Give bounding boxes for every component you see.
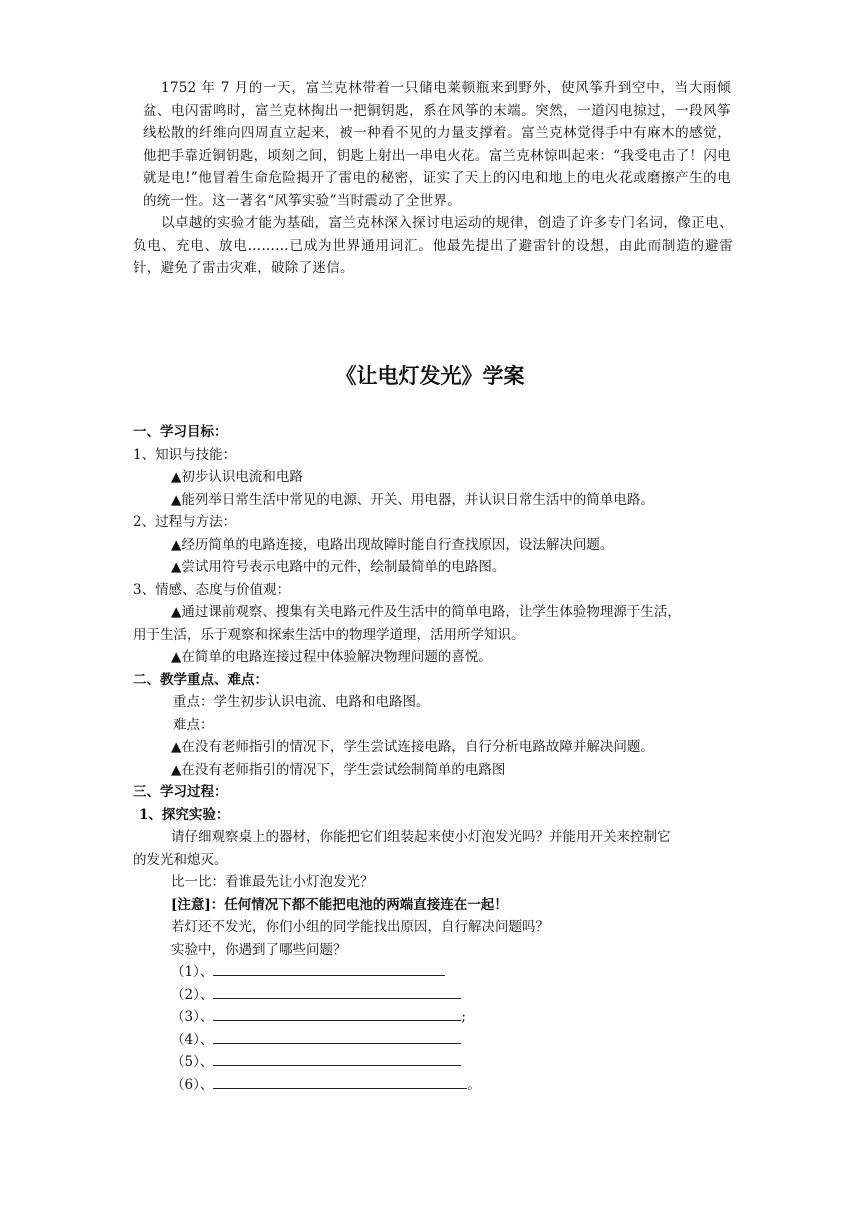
answer-label: （6）、 bbox=[171, 1076, 214, 1093]
subsection-label-attitude: 3、情感、态度与价值观： bbox=[133, 581, 291, 598]
worksheet-body bbox=[133, 421, 733, 1096]
story-paragraph-2: 以卓越的实验才能为基础，富兰克林深入探讨电运动的规律，创造了许多专门名词，像正电、负电、充电、放电………已成为世界通用词汇。他最先提出了避雷针的设想，由此而制造的避雷针，避免了雷击灾难，破除了迷信。 bbox=[133, 215, 733, 276]
troubleshoot-text: 若灯还不发光，你们小组的同学能找出原因，自行解决问题吗？ bbox=[171, 919, 549, 935]
answer-blank[interactable] bbox=[213, 961, 445, 976]
subsection-label-knowledge: 1、知识与技能： bbox=[133, 446, 237, 463]
story-paragraph-1: 1752 年 7 月的一天，富兰克林带着一只储电莱顿瓶来到野外，使风筝升到空中，当大雨倾盆、电闪雷鸣时，富兰克林掏出一把铜钥匙，系在风筝的末端。突然，一道闪电掠过，一段风筝线松散的纤维向四周直立起来，被一种看不见的力量支撑着。富兰克林觉得手中有麻木的感觉，他把手靠近铜钥匙，顷刻之间，钥匙上射出一串电火花。富兰克林惊叫起来：“我受电击了！闪电就是电!”他冒着生命危险揭开了雷电的秘密，证实了天上的闪电和地上的电火花或磨擦产生的电的统一性。这一著名“风筝实验”当时震动了全世界。 bbox=[143, 80, 731, 209]
answer-blank[interactable] bbox=[213, 984, 461, 999]
safety-note: [注意]：任何情况下都不能把电池的两端直接连在一起！ bbox=[171, 896, 508, 913]
answer-line bbox=[133, 961, 733, 984]
section-heading-process: 三、学习过程： bbox=[133, 784, 228, 800]
intro-story bbox=[133, 77, 733, 280]
task-text-continued: 的发光和熄灭。 bbox=[133, 851, 228, 868]
answer-line bbox=[133, 1006, 733, 1029]
difficulty-item: ▲在没有老师指引的情况下，学生尝试绘制简单的电路图 bbox=[171, 761, 506, 778]
answer-blank[interactable] bbox=[213, 1029, 461, 1044]
objective-item-continued: 用于生活，乐于观察和探索生活中的物理学道理，活用所学知识。 bbox=[133, 626, 525, 643]
objective-item: ▲经历简单的电路连接，电路出现故障时能自行查找原因，设法解决问题。 bbox=[171, 536, 614, 553]
answer-label: （1）、 bbox=[171, 964, 214, 980]
difficulty-label: 难点： bbox=[173, 716, 214, 733]
objective-item: ▲在简单的电路连接过程中体验解决物理问题的喜悦。 bbox=[171, 649, 492, 665]
answer-label: （2）、 bbox=[171, 986, 214, 1003]
task-text: 请仔细观察桌上的器材，你能把它们组装起来使小灯泡发光吗？并能用开关来控制它 bbox=[171, 829, 671, 845]
answer-line bbox=[133, 1029, 733, 1052]
page-title: 《让电灯发光》学案 bbox=[335, 364, 525, 388]
answer-blank[interactable] bbox=[213, 1051, 461, 1066]
subsection-heading-experiment: 1、探究实验： bbox=[139, 806, 230, 823]
objective-item: ▲尝试用符号表示电路中的元件，绘制最简单的电路图。 bbox=[171, 559, 506, 575]
subsection-label-process: 2、过程与方法： bbox=[133, 514, 237, 530]
answer-label: （5）、 bbox=[171, 1054, 214, 1070]
objective-item: ▲初步认识电流和电路 bbox=[171, 469, 303, 485]
answer-line bbox=[133, 1051, 733, 1074]
difficulty-item: ▲在没有老师指引的情况下，学生尝试连接电路，自行分析电路故障并解决问题。 bbox=[171, 739, 654, 755]
answer-end: ; bbox=[461, 1009, 466, 1025]
answer-line bbox=[133, 984, 733, 1007]
section-heading-objectives: 一、学习目标： bbox=[133, 424, 228, 440]
answer-label: （4）、 bbox=[171, 1031, 214, 1048]
answer-end: 。 bbox=[467, 1076, 481, 1093]
compare-text: 比一比：看谁最先让小灯泡发光？ bbox=[171, 874, 374, 890]
section-heading-key-points: 二、教学重点、难点： bbox=[133, 671, 268, 688]
answer-label: （3）、 bbox=[171, 1009, 214, 1025]
objective-item: ▲能列举日常生活中常见的电源、开关、用电器，并认识日常生活中的简单电路。 bbox=[171, 491, 654, 508]
question-text: 实验中，你遇到了哪些问题？ bbox=[171, 941, 347, 958]
answer-blank[interactable] bbox=[213, 1006, 461, 1021]
objective-item: ▲通过课前观察、搜集有关电路元件及生活中的简单电路，让学生体验物理源于生活， bbox=[171, 604, 681, 620]
key-point-text: 重点：学生初步认识电流、电路和电路图。 bbox=[173, 694, 430, 710]
answer-blank[interactable] bbox=[213, 1074, 467, 1089]
answer-line bbox=[133, 1074, 733, 1097]
